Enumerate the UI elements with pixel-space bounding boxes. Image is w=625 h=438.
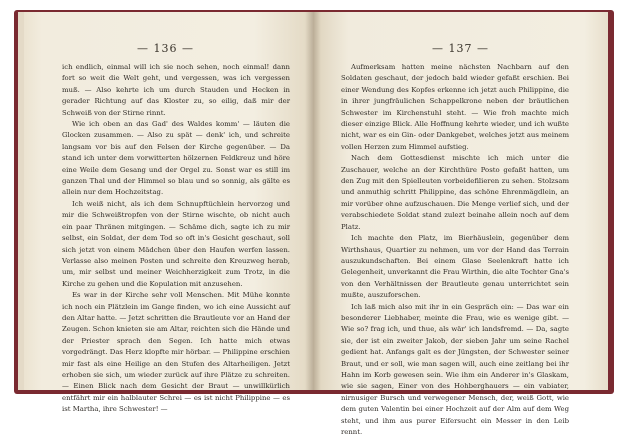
paragraph: ich endlich, einmal will ich sie noch sehen, noch einmal! dann fort so weit die Welt geht, und vergessen, was ich vergessen muß. — Also kehrte ich um durch Stauden und Hecken in gerader Richtung auf das Kloster zu, so eilig, daß mir der Schweiß von der Stirne rinnt. bbox=[62, 63, 290, 117]
paragraph: Ich laß mich also mit ihr in ein Gespräch ein: — Das war ein besonderer Liebhaber, meinte die Frau, wie es wenige gibt. — Wie so? frag ich, und thue, als wär' ich landsfremd. — Da, sagte sie, der ist ein zweiter Jakob, der sieben Jahr um seine Rachel gedient hat. Anfangs galt es der Jüngsten, der Schwester seiner Braut, und er soll, wie man sagen will, auch eine zeitlang bei ihr Hahn im Korb gewesen sein. Wie ihm ein Anderer in's Glaskam, wie sie sagen, Einer von des Hohberghauers — ein vabiater, nirnusiger Bursch und verwegener Mensch, der, weiß Gott, wie dem guten Valentin bei einer Hochzeit auf der Alm auf dem Weg steht, und ihm aus purer Eifersucht ein Messer in den Leib rennt. bbox=[341, 302, 569, 436]
right-page-text bbox=[341, 62, 569, 438]
page-number-right: — 137 — bbox=[432, 42, 489, 55]
left-page-text bbox=[62, 62, 290, 416]
page-edges bbox=[18, 12, 24, 390]
open-book-spread bbox=[18, 12, 608, 436]
paragraph: Ich machte den Platz, im Bierhäuslein, gegenüber dem Wirthshaus, Quartier zu nehmen, um vor der Hand das Terrain auszukundschaften. Bei einem Glase Seelenkraft hatte ich Gelegenheit, unverkannt die Frau Wirthin, die alte Tochter Gna's von den Verhältnissen der Brautleute genau unterrichtet sein mußte, auszuforschen. bbox=[341, 234, 569, 300]
page-number-left: — 136 — bbox=[137, 42, 194, 55]
paragraph: Wie ich oben an das Gad' des Waldes komm' — läuten die Glocken zusammen. — Also zu spät — denk' ich, und schreite langsam vor bis auf den Felsen der Kirche gegenüber. — Da stand ich unter dem vorwitterten hölzernen Feldkreuz und höre eine Weile dem Gesang und der Orgel zu. Sonst war es still im ganzen Thal und der Himmel so blau und so sonnig, als gälte es allein nur dem Hochzeitstag. bbox=[62, 120, 290, 197]
right-page bbox=[313, 12, 608, 436]
paragraph: Aufmerksam hatten meine nächsten Nachbarn auf den Soldaten geschaut, der jedoch bald wieder gefaßt erschien. Bei einer Wendung des Kopfes erkenne ich jetzt auch Philippine, die in ihrer jungfräulichen Schappelkrone neben der bräutlichen Schwester im Kirchenstuhl steht. — Wie froh machte mich dieser einzige Blick. Alle Hoffnung kehrte wieder, und ich wußte nicht, war es ein Gin- oder Dankgebet, welches jetzt aus meinem vollen Herzen zum Himmel aufstieg. bbox=[341, 63, 569, 151]
book-gutter bbox=[305, 12, 321, 390]
paragraph: Es war in der Kirche sehr voll Menschen. Mit Mühe konnte ich noch ein Plätzlein im Gange finden, wo ich eine Aussicht auf den Altar hatte. — Jetzt schritten die Brautleute vor an Hand der Zeugen. Schon knieten sie am Altar, reichten sich die Hände und der Priester sprach den Segen. Ich hatte mich etwas vorgedrängt. Das Herz klopfte mir hörbar. — Philippine erschien mir fast als eine Heilige an den Stufen des Altarheiligen. Jetzt erhoben sie sich, um wieder zurück auf ihre Plätze zu schreiten. — Einen Blick nach dem Gesicht der Braut — unwillkürlich entfährt mir ein halblauter Schrei — es ist nicht Philippine — es ist Martha, ihre Schwester! — bbox=[62, 291, 290, 414]
paragraph: Nach dem Gottesdienst mischte ich mich unter die Zuschauer, welche an der Kirchthüre Posto gefaßt hatten, um den Zug mit den Spielleuten vorbeidefilieren zu sehen. Stolzsam und anmuthig schritt Philippine, das schöne Ehrenmägdlein, an mir vorüber ohne aufzuschauen. Die Menge verlief sich, und der verabschiedete Soldat stand zulezt beinahe allein noch auf dem Platz. bbox=[341, 154, 569, 231]
left-page bbox=[18, 12, 313, 414]
paragraph: Ich weiß nicht, als ich dem Schnupftüchlein hervorzog und mir die Schweißtropfen von der Stirne wischte, ob nicht auch ein paar Thränen mitgingen. — Schäme dich, sagte ich zu mir selbst, ein Soldat, der dem Tod so oft in's Gesicht geschaut, soll sich jetzt von einem Mädchen über den Haufen werfen lassen. Verlasse also meinen Posten und schreite den Kreuzweg herab, um, mir selbst und meiner Weichherzigkeit zum Trotz, in die Kirche zu gehen und die Kopulation mit anzusehen. bbox=[62, 199, 290, 288]
